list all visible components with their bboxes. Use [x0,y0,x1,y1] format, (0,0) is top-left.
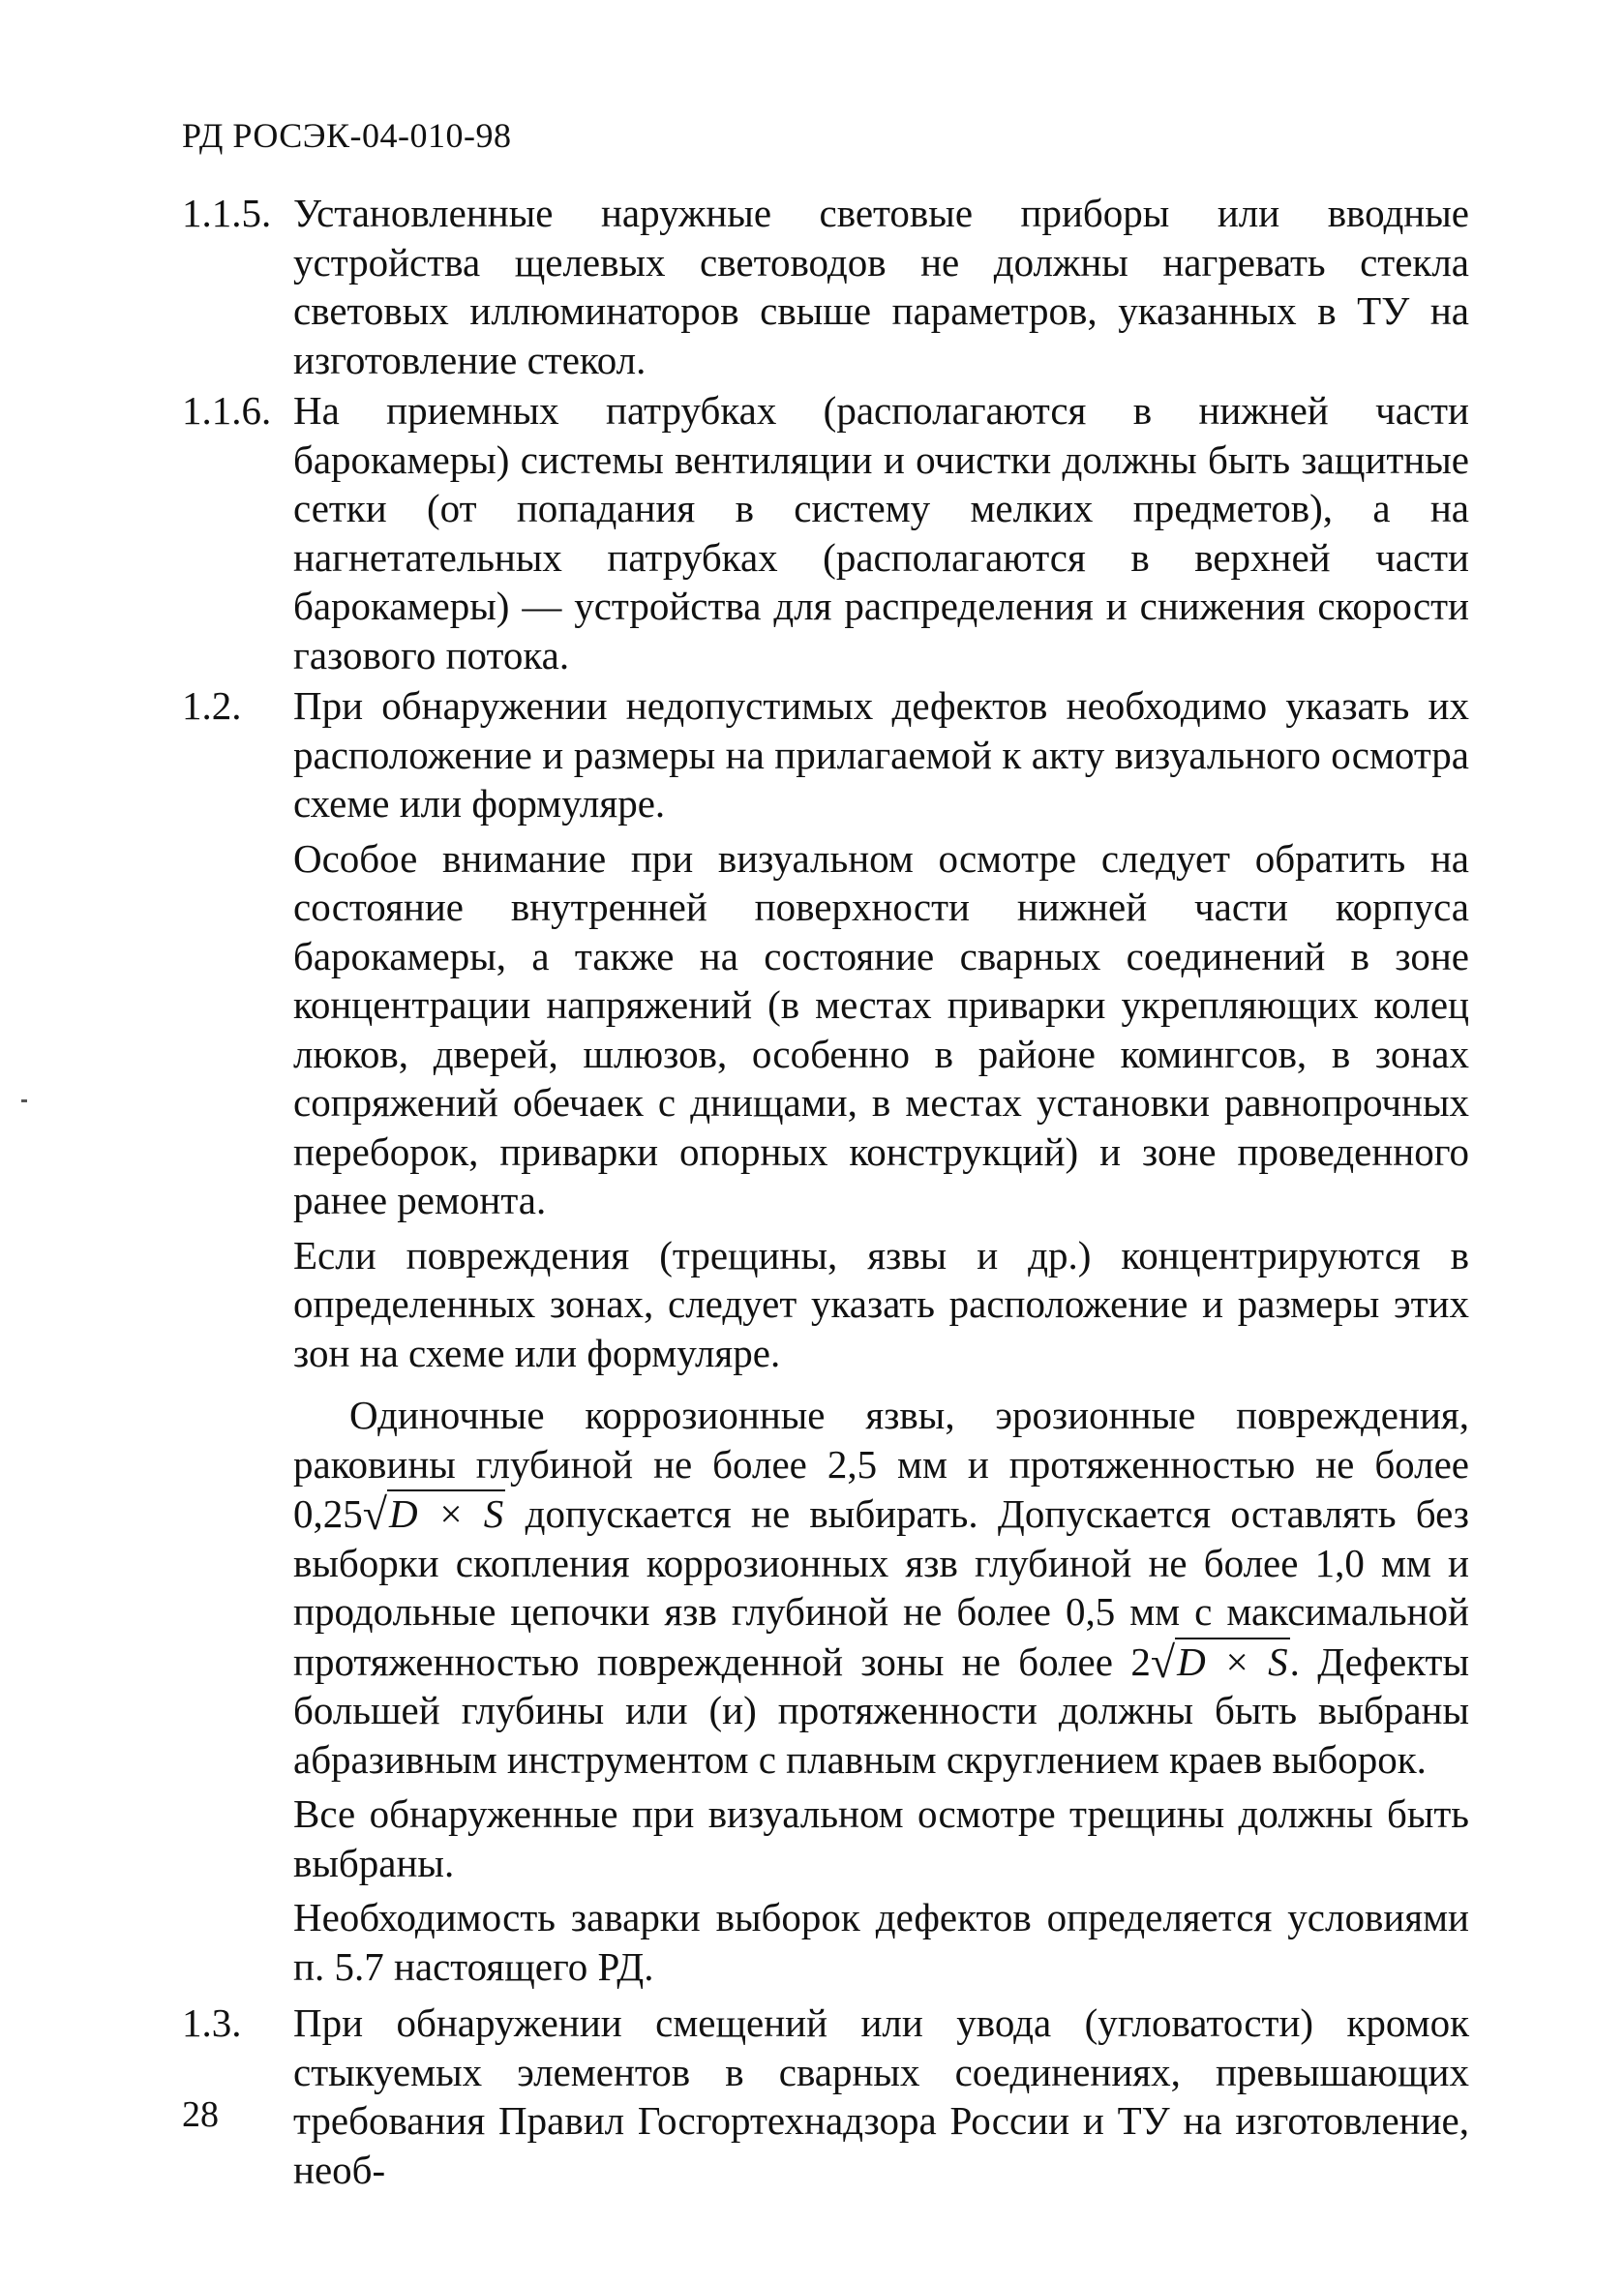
scan-speck [21,1099,27,1102]
formula-coefficient: 2 [1130,1639,1151,1684]
paragraph-cracks: Все обнаруженные при визуальном осмотре трещины должны быть выбраны. [293,1791,1469,1885]
section-number: 1.1.6. [182,388,272,433]
page-number: 28 [182,2094,219,2135]
paragraph-attention: Особое внимание при визуальном осмотре следует обратить на состояние внутренней поверхности нижней части корпуса барокамеры, а также на состояние сварных соединений в зоне концентрации напряжений (в местах приварки укрепляющих колец люков, дверей, шлюзов, особенно в районе комингсов, в зонах сопряжений обечаек с днищами, в местах установки равнопрочных переборок, приварки опорных конструкций) и зоне проведенного ранее ремонта. [293,835,1469,1222]
section-number: 1.3. [182,2000,242,2045]
formula-coefficient: 0,25 [293,1491,363,1536]
formula-coef-root-2 [1130,1637,1289,1687]
document-body [182,189,1469,2196]
formula-radicand: D × S [1177,1639,1288,1684]
paragraph-damage-zones: Если повреждения (трещины, язвы и др.) концентрируются в определенных зонах, следует указать расположение и размеры этих зон на схеме или формуляре. [293,1232,1469,1375]
section-1-1-6 [182,386,1469,679]
section-text: При обнаружении недопустимых дефектов необходимо указать их расположение и размеры на прилагаемой к акту визуального осмотра схеме или формуляре. [293,683,1469,826]
radical-sign: √ [362,1489,387,1539]
corrosion-text-c: . Дефекты большей глубины или (и) протяженности должны быть выбраны абразивным инструментом с плавным скруглением краев выборок. [293,1639,1469,1782]
section-text: Установленные наружные световые приборы или вводные устройства щелевых световодов не должны нагревать стекла световых иллюминаторов свыше параметров, указанных в ТУ на изготовление стекол. [293,191,1469,382]
corrosion-text-a: Одиночные коррозионные язвы, эрозионные повреждения, раковины глубиной не более 2,5 мм и протяженностью не более [293,1393,1469,1487]
formula-coef-root-1 [293,1489,505,1539]
section-number: 1.2. [182,683,242,728]
corrosion-text-b: допускается не выбирать. Допускается оставлять без выборки скопления коррозионных язв глубиной не более 1,0 мм и продольные цепочки язв глубиной не более 0,5 мм с максимальной протяженностью поврежденной зоны не более [293,1491,1469,1684]
section-text: При обнаружении смещений или увода (угловатости) кромок стыкуемых элементов в сварных соединениях, превышающих требования Правил Госгортехнадзора России и ТУ на изготовление, необ- [293,2000,1469,2192]
radical-sign: √ [1150,1637,1176,1687]
document-code-header: РД РОСЭК-04-010-98 [182,116,512,155]
section-text: На приемных патрубках (располагаются в нижней части барокамеры) системы вентиляции и очистки должны быть защитные сетки (от попадания в систему мелких предметов), а на нагнетательных патрубках (располагаются в верхней части барокамеры) — устройства для распределения и снижения скорости газового потока. [293,388,1469,677]
section-1-3 [182,1999,1469,2194]
section-1-1-5 [182,189,1469,384]
section-number: 1.1.5. [182,191,272,235]
paragraph-welding: Необходимость заварки выборок дефектов определяется условиями п. 5.7 настоящего РД. [293,1895,1469,1989]
formula-radicand: D × S [389,1491,504,1536]
paragraph-corrosion [182,1391,1469,1784]
section-1-2 [182,681,1469,828]
